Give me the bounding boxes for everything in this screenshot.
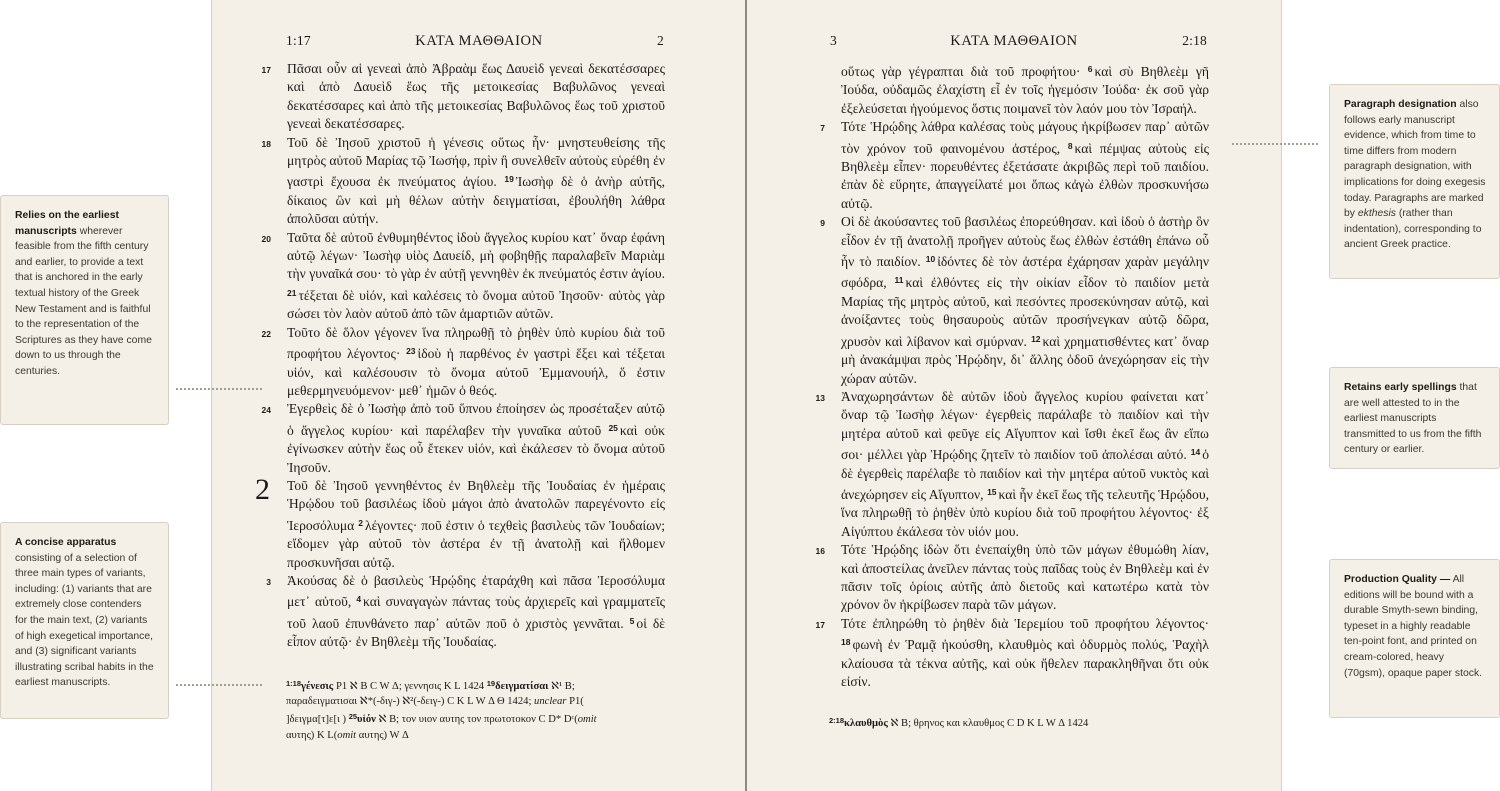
verse-number: 3: [266, 576, 271, 587]
verse-text: Τοῦ δὲ Ἰησοῦ γεννηθέντος ἐν Βηθλεὲμ τῆς Ἰουδαίας ἐν ἡμέραις Ἡρῴδου τοῦ βασιλέως ἰδοὺ μάγοι ἀπὸ ἀνατολῶν παρεγένοντο εἰς Ἱεροσόλυμα: [287, 477, 665, 533]
callout-production-quality: [1329, 559, 1500, 718]
paragraph-2-13: [815, 388, 1209, 541]
verse-number: 8: [1067, 140, 1073, 151]
verse-text: Τότε Ἡρῴδης λάθρα καλέσας τοὺς μάγους ἠκρίβωσεν παρ᾽ αὐτῶν τὸν χρόνον τοῦ φαινομένου ἀστέρος,: [841, 119, 1209, 156]
callout-early-spellings: [1329, 367, 1500, 469]
callout-body: consisting of a selection of three main types of variants, including: (1) variants that are extremely close contenders for the main text, (2) variants of high exegetical importance, and (3) significant variants illustrating scribal habits in the earliest manuscripts.: [15, 552, 154, 689]
paragraph-2-7: [820, 118, 1209, 213]
apparatus-witnesses: αυτης) W Δ: [358, 729, 409, 741]
verse-text: φωνὴ ἐν Ῥαμᾷ ἠκούσθη, κλαυθμὸς καὶ ὀδυρμὸς πολύς, Ῥαχὴλ κλαίουσα τὰ τέκνα αὐτῆς, καὶ οὐκ ἤθελεν παρακληθῆναι ὅτι οὐκ εἰσίν.: [841, 637, 1209, 689]
verse-text: καὶ συναγαγὼν πάντας τοὺς ἀρχιερεῖς καὶ γραμματεῖς τοῦ λαοῦ ἐπυνθάνετο παρ᾽ αὐτῶν ποῦ ὁ χριστὸς γεννᾶται.: [287, 594, 665, 631]
critical-apparatus-right: [829, 713, 1149, 731]
verse-number: 10: [925, 254, 936, 265]
verse-number: 22: [261, 328, 271, 339]
verse-text: καὶ ἐλθόντες εἰς τὴν οἰκίαν εἶδον τὸ παιδίον μετὰ Μαρίας τῆς μητρὸς αὐτοῦ, καὶ πεσόντες προσεκύνησαν αὐτῷ, καὶ ἀνοίξαντες τοὺς θησαυροὺς αὐτῶν προσήνεγκαν αὐτῷ δῶρα, χρυσὸν καὶ λίβανον καὶ σμύρναν.: [841, 275, 1209, 349]
apparatus-witnesses: αυτης) K L(: [286, 729, 338, 741]
verse-text: τέξεται δὲ υἱόν, καὶ καλέσεις τὸ ὄνομα αὐτοῦ Ἰησοῦν· αὐτὸς γὰρ σώσει τὸν λαὸν αὐτοῦ ἀπὸ τῶν ἁμαρτιῶν αὐτῶν.: [287, 287, 665, 322]
verse-text: ὁ δὲ ἐγερθεὶς παρέλαβε τὸ παιδίον καὶ τὴν μητέρα αὐτοῦ νυκτὸς καὶ ἀνεχώρησεν εἰς Αἴγυπτον,: [841, 447, 1209, 502]
verse-number: 25: [608, 422, 618, 433]
verse-number: 9: [820, 218, 825, 229]
paragraph-1-17: [261, 60, 665, 134]
verse-number: 23: [406, 346, 416, 357]
callout-earliest-manuscripts: [0, 195, 169, 425]
callout-title: Production Quality —: [1344, 574, 1451, 585]
verse-number: 20: [261, 233, 271, 244]
left-page: [211, 0, 746, 791]
callout-body: also follows early manuscript evidence, which from time to time differs from modern paragraph designation, with implications for doing exegesis today. Paragraphs are marked by: [1344, 99, 1486, 220]
callout-term: ekthesis: [1357, 208, 1396, 220]
paragraph-2-9: [820, 213, 1209, 388]
paragraph-1-20: [261, 229, 665, 324]
apparatus-witnesses: ℵ B; θρηνος και κλαυθμος C D K L W Δ 1424: [890, 718, 1089, 729]
apparatus-witnesses: P1( ]δειγμα[τ]ε[ι ): [286, 696, 584, 726]
verse-number: 18: [841, 637, 851, 648]
verse-text: Ἀκούσας δὲ ὁ βασιλεὺς Ἡρῴδης ἐταράχθη καὶ πᾶσα Ἱεροσόλυμα μετ᾽ αὐτοῦ,: [287, 572, 665, 610]
paragraph-2-5-cont: [829, 60, 1209, 118]
apparatus-reference: 1:18: [286, 679, 302, 688]
verse-number: 15: [987, 486, 997, 497]
verse-number: 19: [504, 174, 514, 185]
verse-number: 24: [261, 405, 271, 416]
callout-title: Paragraph designation: [1344, 99, 1457, 110]
running-head-right: [747, 33, 1281, 53]
verse-text: Ἐγερθεὶς δὲ ὁ Ἰωσὴφ ἀπὸ τοῦ ὕπνου ἐποίησεν ὡς προσέταξεν αὐτῷ ὁ ἄγγελος κυρίου· καὶ παρέλαβεν τὴν γυναῖκα αὐτοῦ: [287, 401, 665, 438]
running-head-reference: 1:17: [286, 33, 311, 48]
verse-number: 11: [894, 275, 904, 286]
running-head-title: ΚΑΤΑ ΜΑΘΘΑΙΟΝ: [950, 33, 1078, 49]
verse-number: 4: [356, 594, 362, 605]
apparatus-witnesses: ℵ B; τον υιον αυτης τον πρωτοτοκον C D* Dᶜ(: [378, 714, 578, 726]
apparatus-reference: 19: [486, 679, 496, 688]
verse-text: ἰδόντες δὲ τὸν ἀστέρα ἐχάρησαν χαρὰν μεγάλην σφόδρα,: [841, 254, 1209, 291]
verse-number: 18: [261, 138, 271, 149]
apparatus-lemma: γένεσις: [301, 681, 334, 692]
verse-text: καὶ πέμψας αὐτοὺς εἰς Βηθλεὲμ εἶπεν· πορευθέντες ἐξετάσατε ἀκριβῶς περὶ τοῦ παιδίου. ἐπὰν δὲ εὕρητε, ἀπαγγείλατέ μοι ὅπως κἀγὼ ἐλθὼν προσκυνήσω αὐτῷ.: [841, 140, 1209, 211]
main-text-right: [815, 60, 1209, 691]
verse-number: 6: [1087, 64, 1093, 74]
callout-body: All editions will be bound with a durable Smyth-sewn binding, typeset in a highly readable ten-point font, and printed on cream-colored, heavy (70gsm), opaque paper stock.: [1344, 574, 1483, 679]
verse-text: Τότε ἐπληρώθη τὸ ῥηθὲν διὰ Ἱερεμίου τοῦ προφήτου λέγοντος·: [841, 615, 1209, 631]
callout-paragraph-designation: [1329, 84, 1500, 279]
verse-number: 17: [261, 65, 271, 75]
verse-number: 5: [629, 615, 635, 626]
callout-body: that are well attested to in the earliest manuscripts transmitted to us from the fifth century or earlier.: [1344, 382, 1482, 456]
callout-concise-apparatus: [0, 522, 169, 719]
verse-text: οὕτως γὰρ γέγραπται διὰ τοῦ προφήτου·: [841, 64, 1081, 79]
verse-text: Ἀναχωρησάντων δὲ αὐτῶν ἰδοὺ ἄγγελος κυρίου φαίνεται κατ᾽ ὄναρ τῷ Ἰωσὴφ λέγων· ἐγερθεὶς παράλαβε τὸ παιδίον καὶ τὴν μητέρα αὐτοῦ καὶ φεῦγε εἰς Αἴγυπτον καὶ ἴσθι ἐκεῖ ἕως ἂν εἴπω σοι· μέλλει γὰρ Ἡρῴδης ζητεῖν τὸ παιδίον τοῦ ἀπολέσαι αὐτό.: [841, 388, 1209, 463]
verse-text: Πᾶσαι οὖν αἱ γενεαὶ ἀπὸ Ἀβραὰμ ἕως Δαυεὶδ γενεαὶ δεκατέσσαρες καὶ ἀπὸ Δαυεὶδ ἕως τῆς μετοικεσίας Βαβυλῶνος γενεαὶ δεκατέσσαρες καὶ ἀπὸ τῆς μετοικεσίας Βαβυλῶνος ἕως τοῦ χριστοῦ γενεαὶ δεκατέσσαρες.: [287, 61, 665, 132]
running-head-title: ΚΑΤΑ ΜΑΘΘΑΙΟΝ: [415, 33, 543, 49]
paragraph-2-3: [266, 572, 665, 652]
running-head-reference: 2:18: [1182, 33, 1207, 48]
page-number: 3: [830, 33, 837, 48]
callout-leader-line: [176, 684, 262, 686]
verse-text: καὶ χρηματισθέντες κατ᾽ ὄναρ μὴ ἀνακάμψαι πρὸς Ἡρῴδην, δι᾽ ἄλλης ὁδοῦ ἀνεχώρησαν εἰς τὴν χώραν αὐτῶν.: [841, 333, 1209, 386]
verse-number: 17: [815, 619, 825, 630]
verse-text: Οἱ δὲ ἀκούσαντες τοῦ βασιλέως ἐπορεύθησαν. καὶ ἰδοὺ ὁ ἀστὴρ ὃν εἶδον ἐν τῇ ἀνατολῇ προῆγεν αὐτοὺς ἕως ἐλθὼν ἐστάθη ἐπάνω οὗ ἦν τὸ παιδίον.: [841, 214, 1209, 270]
verse-number: 13: [815, 392, 825, 403]
apparatus-witnesses: ℵ¹ B; παραδειγματισαι ℵ*(-διγ-) ℵ²(-δειγ-) C K L W Δ Θ 1424;: [286, 681, 575, 708]
verse-number: 7: [820, 123, 825, 134]
apparatus-lemma: υἱόν: [357, 714, 376, 726]
paragraph-1-24: [261, 400, 665, 477]
callout-title: Relies on the earliest manuscripts: [15, 210, 119, 237]
apparatus-note: omit: [337, 729, 357, 741]
verse-number: 14: [1190, 447, 1201, 458]
paragraph-1-22: [261, 324, 665, 401]
page-number: 2: [657, 33, 664, 48]
paragraph-2-17: [815, 615, 1209, 692]
verse-text: Τότε Ἡρῴδης ἰδὼν ὅτι ἐνεπαίχθη ὑπὸ τῶν μάγων ἐθυμώθη λίαν, καὶ ἀποστείλας ἀνεῖλεν πάντας τοὺς παῖδας τοὺς ἐν Βηθλεὲμ καὶ ἐν πᾶσιν τοῖς ὁρίοις αὐτῆς ἀπὸ διετοῦς καὶ κατωτέρω κατὰ τὸν χρόνον ὃν ἠκρίβωσεν παρὰ τῶν μάγων.: [841, 542, 1209, 613]
verse-text: καὶ σὺ Βηθλεὲμ γῆ Ἰούδα, οὐδαμῶς ἐλαχίστη εἶ ἐν τοῖς ἡγεμόσιν Ἰούδα· ἐκ σοῦ γὰρ ἐξελεύσεται ἡγούμενος ὅστις ποιμανεῖ τὸν λαόν μου τὸν Ἰσραήλ.: [841, 64, 1209, 116]
verse-number: 21: [287, 287, 297, 298]
verse-text: καὶ ἦν ἐκεῖ ἕως τῆς τελευτῆς Ἡρῴδου, ἵνα πληρωθῇ τὸ ῥηθὲν ὑπὸ κυρίου διὰ τοῦ προφήτου λέγοντος· ἐξ Αἰγύπτου ἐκάλεσα τὸν υἱόν μου.: [841, 486, 1209, 539]
chapter-number: 2: [255, 472, 270, 506]
verse-number: 2: [358, 517, 363, 528]
apparatus-lemma: δειγματίσαι: [495, 681, 549, 692]
right-page: [747, 0, 1282, 791]
apparatus-reference: 2:18: [829, 716, 845, 725]
verse-number: 16: [815, 546, 825, 557]
verse-text: καὶ οὐκ ἐγίνωσκεν αὐτὴν ἕως οὗ ἔτεκεν υἱόν, καὶ ἐκάλεσεν τὸ ὄνομα αὐτοῦ Ἰησοῦν.: [287, 422, 665, 475]
verse-text: λέγοντες· ποῦ ἐστιν ὁ τεχθεὶς βασιλεὺς τῶν Ἰουδαίων; εἴδομεν γὰρ αὐτοῦ τὸν ἀστέρα ἐν τῇ ἀνατολῇ καὶ ἤλθομεν προσκυνῆσαι αὐτῷ.: [287, 517, 665, 570]
apparatus-lemma: κλαυθμὸς: [844, 718, 888, 729]
callout-title: Retains early spellings: [1344, 382, 1457, 393]
callout-body: (rather than indentation), corresponding to ancient Greek practice.: [1344, 208, 1482, 251]
callout-body: wherever feasible from the fifth century and earlier, to provide a text that is anchored in the early textual history of the Greek New Testament and is faithful to the representation of the Scriptures as they have come down to us through the centuries.: [15, 225, 152, 377]
apparatus-note: unclear: [534, 696, 567, 708]
apparatus-note: omit: [577, 714, 597, 726]
callout-title: A concise apparatus: [15, 537, 117, 548]
paragraph-2-16: [815, 541, 1209, 615]
verse-text: Ταῦτα δὲ αὐτοῦ ἐνθυμηθέντος ἰδοὺ ἄγγελος κυρίου κατ᾽ ὄναρ ἐφάνη αὐτῷ λέγων· Ἰωσὴφ υἱὸς Δαυείδ, μὴ φοβηθῇς παραλαβεῖν Μαριὰμ τὴν γυναῖκά σου· τὸ γὰρ ἐν αὐτῇ γεννηθὲν ἐκ πνεύματός ἐστιν ἁγίου.: [287, 229, 665, 282]
apparatus-witnesses: P1 ℵ B C W Δ; γεννησις K L 1424: [335, 681, 485, 692]
critical-apparatus-left: [286, 676, 616, 743]
running-head-left: [212, 33, 746, 53]
verse-text: οἱ δὲ εἶπον αὐτῷ· ἐν Βηθλεὲμ τῆς Ἰουδαίας.: [287, 615, 665, 650]
callout-leader-line: [176, 388, 262, 390]
callout-leader-line: [1232, 143, 1318, 145]
verse-text: Τοῦτο δὲ ὅλον γέγονεν ἵνα πληρωθῇ τὸ ῥηθὲν ὑπὸ κυρίου διὰ τοῦ προφήτου λέγοντος·: [287, 324, 665, 362]
paragraph-2-1: [255, 472, 665, 572]
apparatus-reference: 25: [348, 712, 358, 722]
verse-text: Τοῦ δὲ Ἰησοῦ χριστοῦ ἡ γένεσις οὕτως ἦν· μνηστευθείσης τῆς μητρὸς αὐτοῦ Μαρίας τῷ Ἰωσήφ, πρὶν ἢ συνελθεῖν αὐτοὺς εὑρέθη ἐν γαστρὶ ἔχουσα ἐκ πνεύματος ἁγίου.: [287, 134, 665, 190]
paragraph-1-18: [261, 134, 665, 229]
main-text-left: [255, 60, 665, 652]
verse-number: 12: [1031, 333, 1041, 344]
verse-text: ἰδοὺ ἡ παρθένος ἐν γαστρὶ ἕξει καὶ τέξεται υἱόν, καὶ καλέσουσιν τὸ ὄνομα αὐτοῦ Ἐμμανουήλ, ὅ ἐστιν μεθερμηνευόμενον· μεθ᾽ ἡμῶν ὁ θεός.: [287, 346, 665, 398]
verse-text: Ἰωσὴφ δὲ ὁ ἀνὴρ αὐτῆς, δίκαιος ὢν καὶ μὴ θέλων αὐτὴν δειγματίσαι, ἐβουλήθη λάθρα ἀπολῦσαι αὐτήν.: [287, 174, 665, 227]
